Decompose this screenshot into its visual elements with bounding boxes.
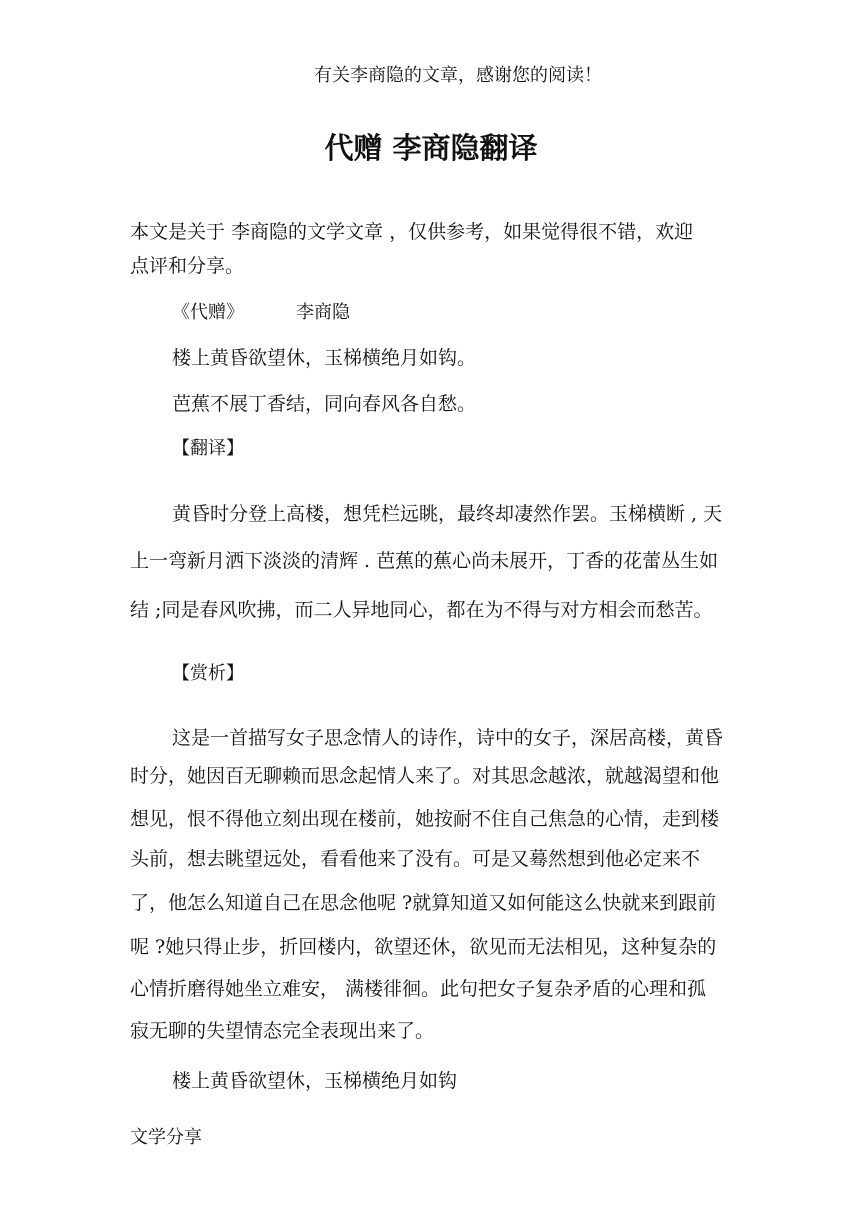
translation-heading: 【翻译】 <box>172 438 244 459</box>
intro-line-2: 点评和分享。 <box>130 255 245 277</box>
poem-title: 《代赠》 <box>172 302 244 323</box>
poem-line-2: 芭蕉不展丁香结，同向春风各自愁。 <box>172 393 477 415</box>
translation-line-2: 上一弯新月洒下淡淡的清辉 . 芭蕉的蕉心尚未展开，丁香的花蕾丛生如 <box>130 550 719 572</box>
analysis-line-1: 这是一首描写女子思念情人的诗作，诗中的女子，深居高楼，黄昏 <box>172 727 724 749</box>
poem-heading <box>172 301 350 325</box>
analysis-line-7: 心情折磨得她坐立难安， 满楼徘徊。此句把女子复杂矛盾的心理和孤 <box>130 978 707 1000</box>
analysis-line-2: 时分，她因百无聊赖而思念起情人来了。对其思念越浓，就越渴望和他 <box>130 765 720 787</box>
analysis-line-6: 呢 ?她只得止步，折回楼内，欲望还休，欲见而无法相见，这种复杂的 <box>130 936 717 958</box>
poem-author: 李商隐 <box>296 302 350 323</box>
analysis-line-8: 寂无聊的失望情态完全表现出来了。 <box>130 1020 435 1042</box>
header-note: 有关李商隐的文章，感谢您的阅读！ <box>314 65 602 86</box>
analysis-quote: 楼上黄昏欲望休，玉梯横绝月如钩 <box>172 1070 458 1092</box>
analysis-heading: 【赏析】 <box>172 663 244 684</box>
translation-line-1: 黄昏时分登上高楼，想凭栏远眺，最终却凄然作罢。玉梯横断 , 天 <box>172 503 723 525</box>
poem-line-1: 楼上黄昏欲望休，玉梯横绝月如钩。 <box>172 347 477 369</box>
analysis-line-5: 了，他怎么知道自己在思念他呢 ?就算知道又如何能这么快就来到跟前 <box>130 892 717 914</box>
page-title: 代赠 李商隐翻译 <box>324 131 538 165</box>
translation-line-3: 结 ;同是春风吹拂，而二人异地同心，都在为不得与对方相会而愁苦。 <box>130 599 713 621</box>
footer-label: 文学分享 <box>130 1127 202 1148</box>
intro-line-1: 本文是关于 李商隐的文学文章 ，仅供参考，如果觉得很不错，欢迎 <box>130 221 694 243</box>
analysis-line-4: 头前，想去眺望远处，看看他来了没有。可是又蓦然想到他必定来不 <box>130 848 701 870</box>
analysis-line-3: 想见，恨不得他立刻出现在楼前，她按耐不住自己焦急的心情，走到楼 <box>130 808 720 830</box>
